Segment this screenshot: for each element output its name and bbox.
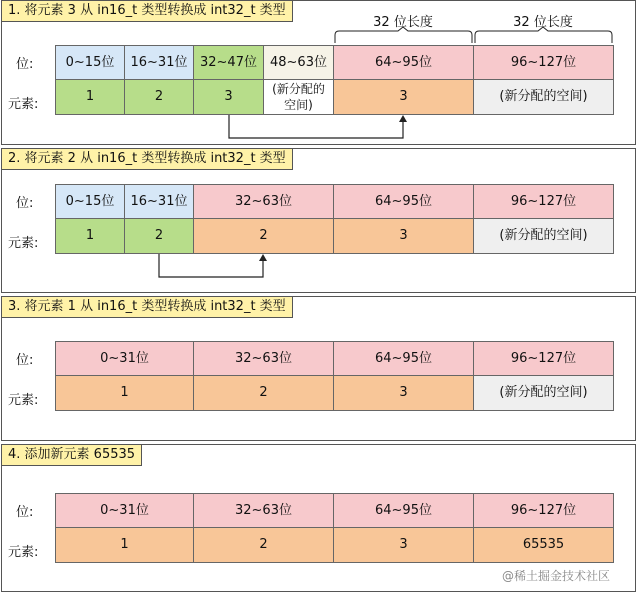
bit-cell: 64~95位 [333, 184, 474, 219]
element-cell: 3 [333, 218, 474, 254]
bit-row-label: 位: [16, 196, 34, 211]
length-label: 32 位长度 [513, 15, 573, 30]
element-cell: 1 [55, 218, 125, 254]
element-cell: 1 [55, 375, 194, 411]
panel-step-2 [1, 148, 636, 293]
bit-cell: 64~95位 [333, 341, 474, 376]
element-cell: 1 [55, 79, 125, 115]
bit-row-label: 位: [16, 353, 34, 368]
bit-cell: 32~63位 [193, 493, 334, 528]
panel-title: 3. 将元素 1 从 in16_t 类型转换成 int32_t 类型 [2, 297, 293, 318]
move-arrow [2, 149, 637, 294]
panel-title: 1. 将元素 3 从 in16_t 类型转换成 int32_t 类型 [2, 1, 293, 22]
bit-row-label: 位: [16, 505, 34, 520]
element-cell: (新分配的空间) [263, 79, 334, 115]
element-cell: 2 [124, 218, 194, 254]
element-cell: 3 [193, 79, 264, 115]
panel-step-4 [1, 444, 636, 592]
element-cell: 2 [193, 527, 334, 563]
bit-cell: 32~47位 [193, 45, 264, 80]
element-cell: (新分配的空间) [473, 375, 614, 411]
element-row-label: 元素: [8, 393, 39, 408]
length-brackets [2, 1, 637, 146]
element-cell: (新分配的空间) [473, 79, 614, 115]
element-cell: 3 [333, 527, 474, 563]
bit-cell: 96~127位 [473, 493, 614, 528]
bit-cell: 96~127位 [473, 341, 614, 376]
element-cell: 3 [333, 79, 474, 115]
bit-cell: 32~63位 [193, 184, 334, 219]
element-cell: 2 [193, 218, 334, 254]
length-label: 32 位长度 [373, 15, 433, 30]
bit-cell: 16~31位 [124, 184, 194, 219]
bit-cell: 16~31位 [124, 45, 194, 80]
element-cell: 2 [193, 375, 334, 411]
bit-cell: 96~127位 [473, 45, 614, 80]
panel-step-3 [1, 296, 636, 441]
bit-cell: 96~127位 [473, 184, 614, 219]
panel-title: 4. 添加新元素 65535 [2, 445, 142, 466]
bit-cell: 32~63位 [193, 341, 334, 376]
watermark: @稀土掘金技术社区 [502, 569, 611, 583]
bit-cell: 48~63位 [263, 45, 334, 80]
element-cell: 2 [124, 79, 194, 115]
element-row-label: 元素: [8, 545, 39, 560]
element-cell: 3 [333, 375, 474, 411]
element-row-label: 元素: [8, 236, 39, 251]
element-cell: 65535 [473, 527, 614, 563]
panel-title: 2. 将元素 2 从 in16_t 类型转换成 int32_t 类型 [2, 149, 293, 170]
element-row-label: 元素: [8, 97, 39, 112]
bit-cell: 64~95位 [333, 45, 474, 80]
bit-row-label: 位: [16, 57, 34, 72]
bit-cell: 0~15位 [55, 45, 125, 80]
bit-cell: 0~15位 [55, 184, 125, 219]
bit-cell: 64~95位 [333, 493, 474, 528]
bit-cell: 0~31位 [55, 341, 194, 376]
bit-cell: 0~31位 [55, 493, 194, 528]
element-cell: (新分配的空间) [473, 218, 614, 254]
panel-step-1 [1, 0, 636, 145]
element-cell: 1 [55, 527, 194, 563]
